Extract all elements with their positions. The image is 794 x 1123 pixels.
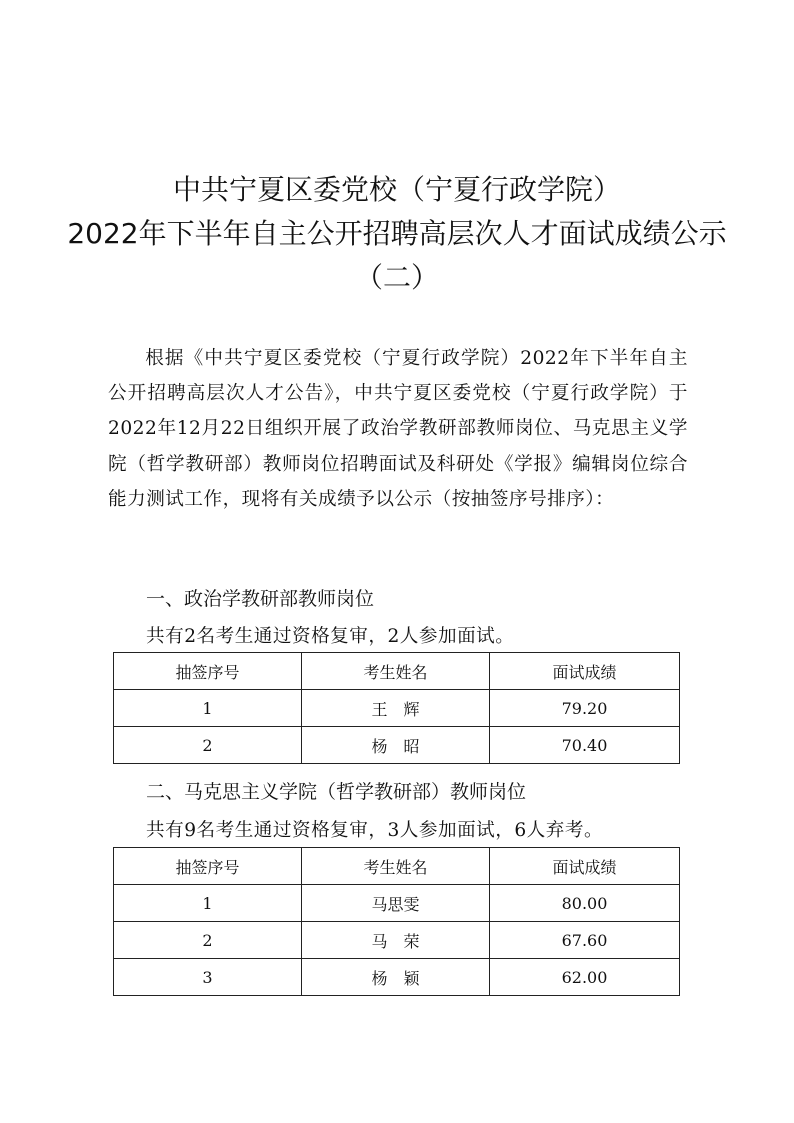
candidate-name: 杨 颖 (302, 959, 490, 996)
section1-summary: 共有2名考生通过资格复审，2人参加面试。 (146, 626, 515, 647)
draw-number: 3 (114, 959, 302, 996)
interview-score: 70.40 (490, 727, 680, 764)
section1-heading: 一、政治学教研部教师岗位 (146, 588, 375, 610)
draw-number: 2 (114, 922, 302, 959)
table-row (114, 959, 680, 996)
table-row (114, 690, 680, 727)
table-row (114, 922, 680, 959)
intro-paragraph: 根据《中共宁夏区委党校（宁夏行政学院）2022年下半年自主公开招聘高层次人才公告》，中共宁夏区委党校（宁夏行政学院）于2022年12月22日组织开展了政治学教研部教师岗位、马克思主义学院（哲学教研部）教师岗位招聘面试及科研处《学报》编辑岗位综合能力测试工作，现将有关成绩予以公示（按抽签序号排序）： (108, 348, 688, 510)
candidate-name: 杨 昭 (302, 727, 490, 764)
header-interview-score: 面试成绩 (490, 653, 680, 690)
interview-score: 79.20 (490, 690, 680, 727)
table-row (114, 727, 680, 764)
section2-heading: 二、马克思主义学院（哲学教研部）教师岗位 (146, 781, 527, 803)
draw-number: 1 (114, 885, 302, 922)
header-interview-score: 面试成绩 (490, 848, 680, 885)
draw-number: 1 (114, 690, 302, 727)
header-draw-number: 抽签序号 (114, 848, 302, 885)
header-draw-number: 抽签序号 (114, 653, 302, 690)
header-candidate-name: 考生姓名 (302, 653, 490, 690)
candidate-name: 马思雯 (302, 885, 490, 922)
document-title (0, 168, 794, 300)
table-header-row (114, 653, 680, 690)
section1-score-table (113, 652, 680, 764)
title-line-3: （二） (354, 261, 439, 294)
title-line-2: 2022年下半年自主公开招聘高层次人才面试成绩公示 (67, 217, 727, 250)
candidate-name: 王 辉 (302, 690, 490, 727)
table-row (114, 885, 680, 922)
candidate-name: 马 荣 (302, 922, 490, 959)
table-header-row (114, 848, 680, 885)
interview-score: 80.00 (490, 885, 680, 922)
draw-number: 2 (114, 727, 302, 764)
section2-summary: 共有9名考生通过资格复审，3人参加面试，6人弃考。 (146, 820, 604, 841)
interview-score: 62.00 (490, 959, 680, 996)
interview-score: 67.60 (490, 922, 680, 959)
title-line-1: 中共宁夏区委党校（宁夏行政学院） (172, 173, 621, 206)
section2-score-table (113, 847, 680, 996)
header-candidate-name: 考生姓名 (302, 848, 490, 885)
